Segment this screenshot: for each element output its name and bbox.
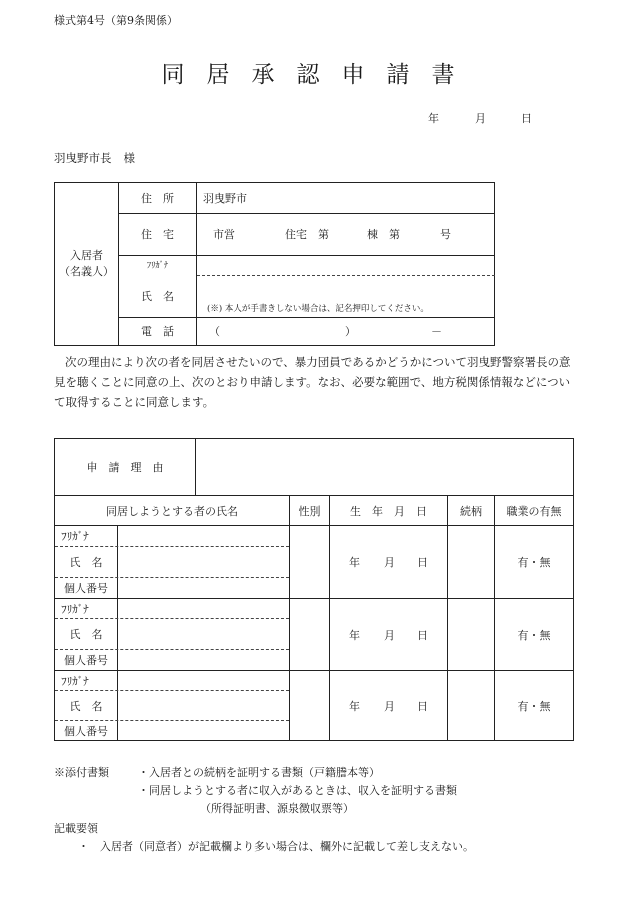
attachment-1: ・入居者との続柄を証明する書類（戸籍謄本等） [138,766,380,779]
cohab-2-gender-field[interactable] [290,599,329,670]
applicant-furigana-label: ﾌﾘｶﾞﾅ [119,255,197,275]
phone-number-field[interactable] [431,317,442,345]
addressee-honorific: 様 [123,151,135,165]
reason-label: 申 請 理 由 [86,461,164,474]
cohab-2-furigana-label: ﾌﾘｶﾞﾅ [61,602,89,616]
phone-close: ） [345,325,356,338]
page-title: 同居承認申請書 [161,62,477,88]
applicant-furigana-field[interactable] [203,255,493,275]
addressee-name: 羽曳野市長 [54,151,112,165]
cohab-3-furigana-field[interactable] [118,671,289,690]
cohab-1-furigana-label: ﾌﾘｶﾞﾅ [61,530,89,543]
cohab-2-name-label: 氏 名 [69,628,103,641]
date-month-label: 月 [475,112,486,125]
applicant-furigana-row [119,255,495,275]
header-birth-date: 生 年 月 日 [350,504,427,518]
housing-name-field[interactable] [285,213,329,255]
phone-area-field[interactable] [345,317,356,345]
cohab-2-occupation-field[interactable]: 有・無 [517,628,551,642]
applicant-name-note: (※) 本人が手書きしない場合は、記名押印してください。 [207,304,429,314]
cohab-1-furigana-field[interactable] [118,526,289,546]
cohab-1-id-label: 個人番号 [64,582,108,595]
phone-row [119,317,495,345]
attachment-3: （所得証明書、源泉徴収票等） [200,802,354,815]
address-row [119,183,495,213]
date-year-label: 年 [428,112,439,125]
form-number: 様式第4号（第9条関係） [54,14,178,27]
applicant-table [54,182,495,346]
reason-field[interactable] [196,439,573,495]
housing-field[interactable] [213,213,235,255]
phone-field[interactable] [209,317,220,345]
cohab-2-furigana-field[interactable] [118,599,289,618]
cohab-2-name-field[interactable] [118,619,289,649]
housing-row [119,213,495,255]
cohab-1-gender-field[interactable] [290,526,329,598]
date-day-label: 日 [521,112,532,125]
cohab-3-id-label: 個人番号 [64,724,108,738]
housing-number-field[interactable] [440,213,451,255]
phone-label: 電 話 [119,317,197,345]
phone-dash: － [431,325,442,338]
cohabitant-table [54,438,574,741]
housing-building: 棟 第 [367,228,400,241]
addressee [54,150,135,166]
applicant-name-row [119,275,495,317]
applicant-section-label: 入居者 （名義人） [55,183,119,345]
cohab-1-name-field[interactable] [118,547,289,577]
cohab-2-id-label: 個人番号 [64,654,108,667]
header-gender: 性別 [298,504,321,518]
address-field[interactable] [203,183,247,213]
cohab-1-occupation-field[interactable]: 有・無 [517,556,551,569]
attachment-2: ・同居しようとする者に収入があるときは、収入を証明する書類 [138,784,457,797]
housing-label: 住 宅 [119,213,197,255]
cohab-3-occupation-field[interactable]: 有・無 [517,699,551,713]
address-label: 住 所 [119,183,197,213]
cohab-1-name-label: 氏 名 [69,556,103,569]
cohab-2-birth-field[interactable]: 年 月 日 [349,628,428,642]
cohab-2-id-field[interactable] [118,650,289,670]
applicant-name-label: 氏 名 [119,275,197,317]
header-relation: 続柄 [460,504,482,518]
cohab-3-name-label: 氏 名 [69,699,103,713]
attachments-label: ※添付書類 [54,766,109,779]
cohab-1-birth-field[interactable]: 年 月 日 [349,556,428,569]
header-cohab-name: 同居しようとする者の氏名 [106,504,238,518]
header-occupation: 職業の有無 [506,504,562,518]
cohab-3-gender-field[interactable] [290,671,329,740]
cohab-1-id-field[interactable] [118,578,289,598]
cohab-3-furigana-label: ﾌﾘｶﾞﾅ [61,674,89,688]
cohab-3-birth-field[interactable]: 年 月 日 [349,699,428,713]
address-value: 羽曳野市 [203,192,247,205]
cohab-3-id-field[interactable] [118,721,289,740]
housing-number: 号 [440,228,451,241]
housing-city: 市営 [213,228,235,241]
instruction-1: ・ 入居者（同意者）が記載欄より多い場合は、欄外に記載して差し支えない。 [78,840,474,853]
instructions-label: 記載要領 [54,822,98,835]
cohab-3-name-field[interactable] [118,691,289,720]
housing-mid: 住宅 第 [285,228,329,241]
phone-open: （ [209,325,220,338]
housing-building-field[interactable] [367,213,400,255]
consent-paragraph: 次の理由により次の者を同居させたいので、暴力団員であるかどうかについて羽曳野警察署長の意見を聴くことに同意の上、次のとおり申請します。なお、必要な範囲で、地方税関係情報などについて取得することに同意します。 [54,355,571,409]
